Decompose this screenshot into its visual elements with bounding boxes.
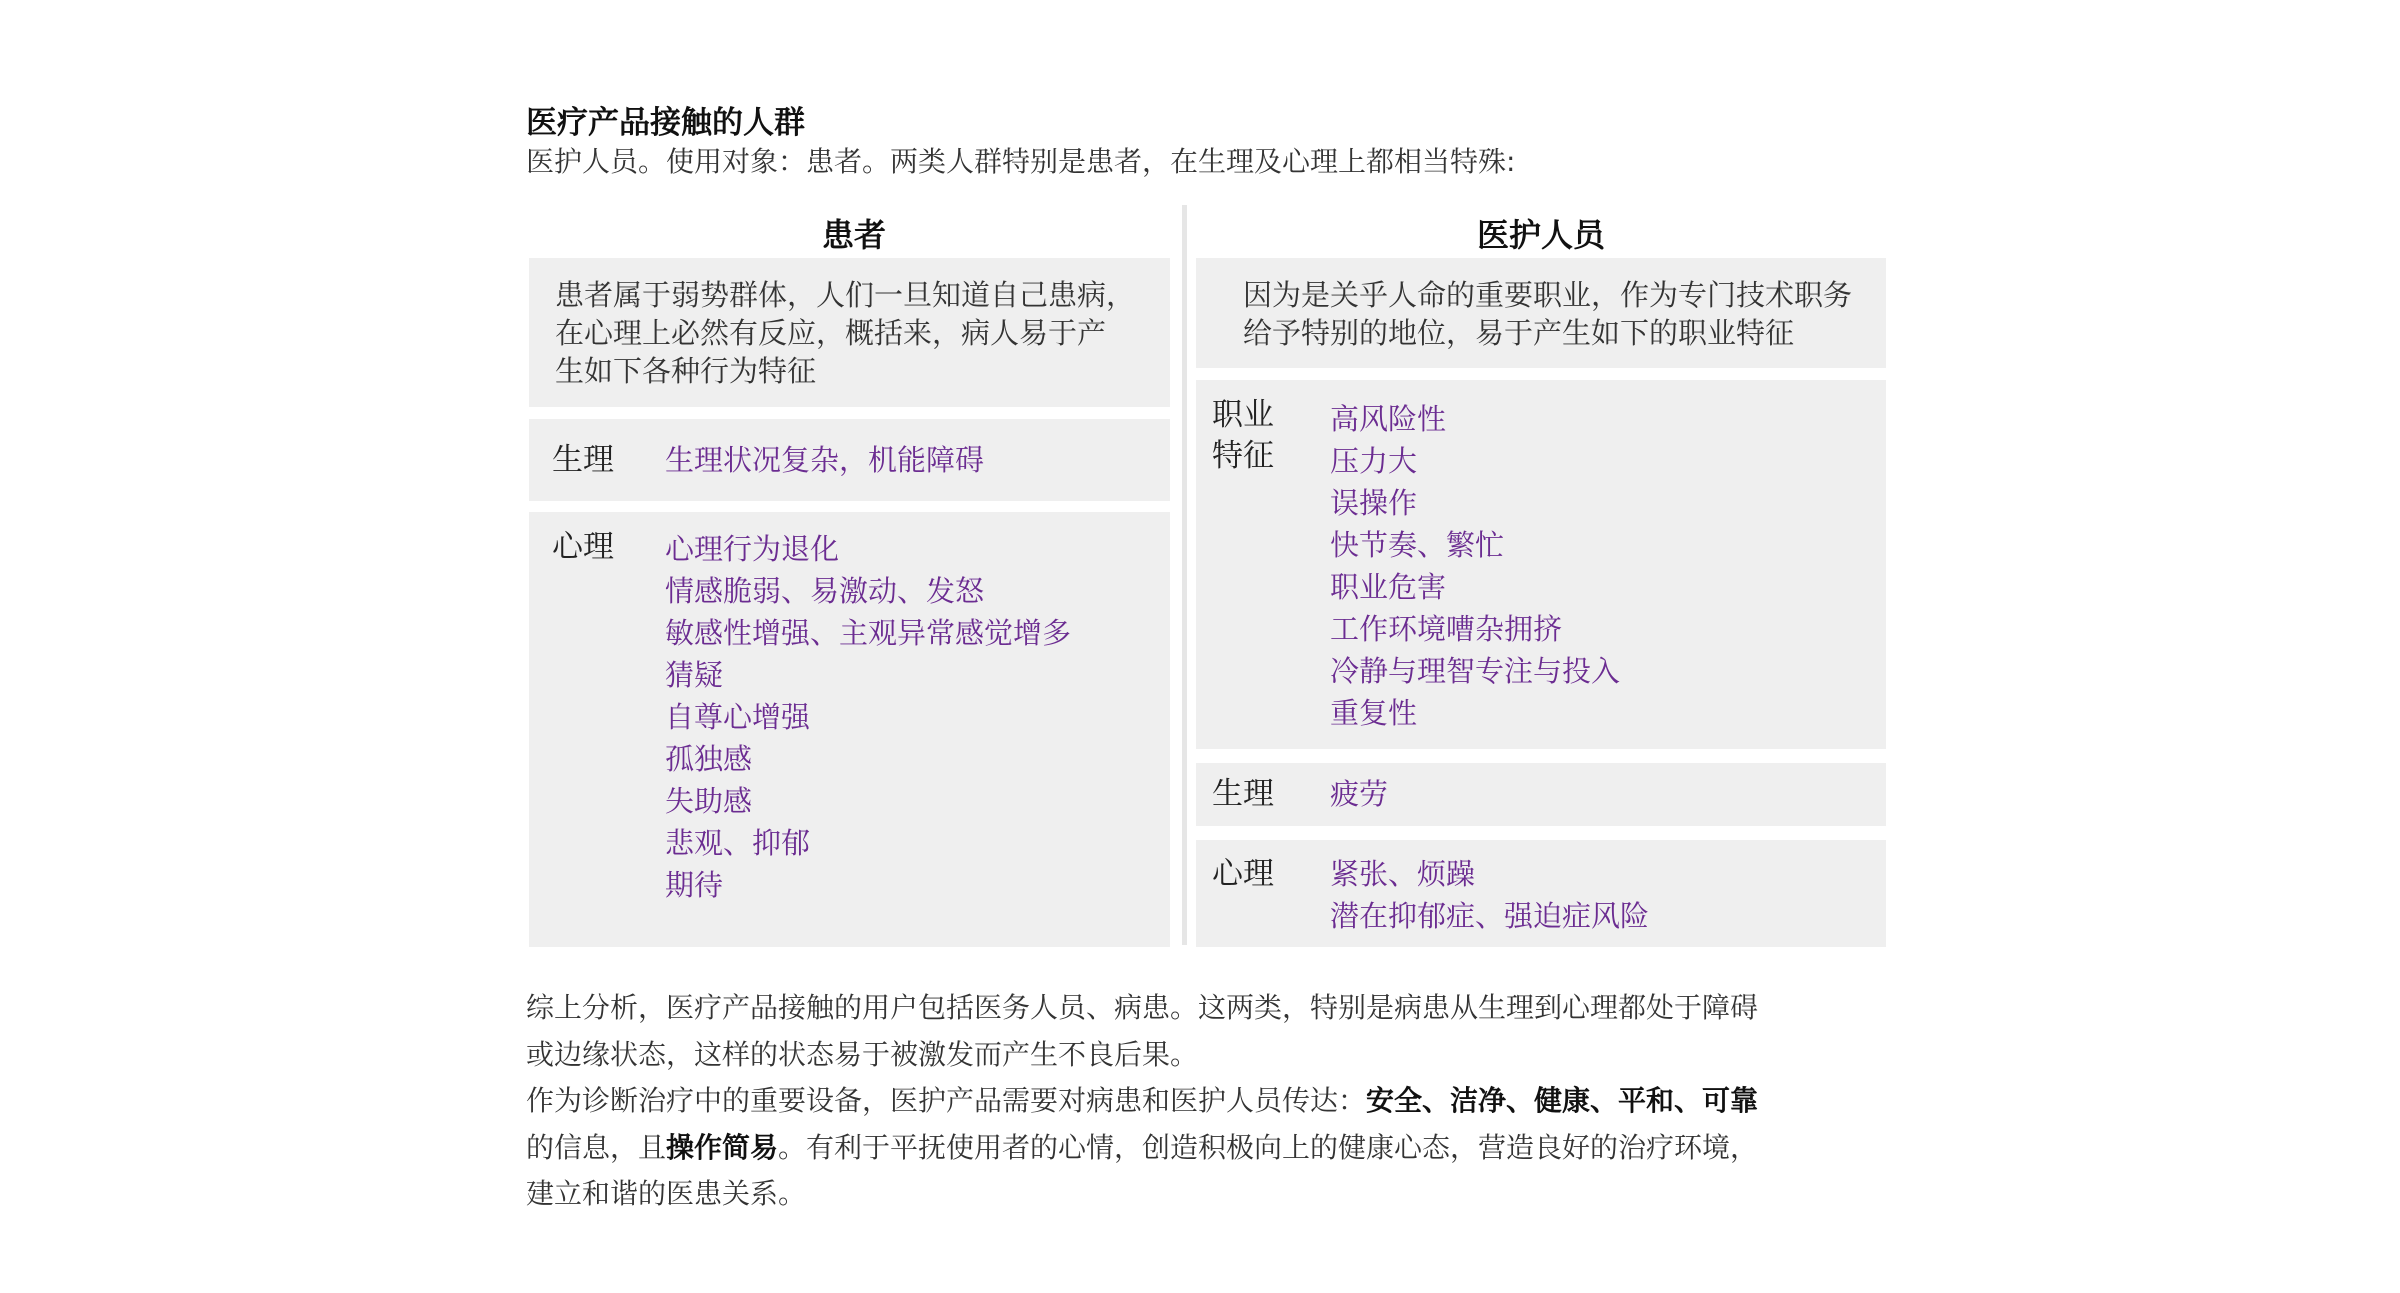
patients-physiology-items bbox=[665, 439, 984, 481]
summary-line bbox=[526, 1125, 1896, 1172]
column-divider bbox=[1182, 205, 1187, 945]
list-item: 情感脆弱、易激动、发怒 bbox=[665, 574, 985, 608]
patients-heading: 患者 bbox=[821, 216, 886, 254]
patients-intro-box bbox=[529, 258, 1170, 407]
patients-physiology-box bbox=[529, 419, 1170, 501]
staff-intro-line: 因为是关乎人命的重要职业，作为专门技术职务 bbox=[1243, 278, 1853, 312]
patients-intro-line: 生如下各种行为特征 bbox=[555, 354, 817, 388]
list-item: 心理行为退化 bbox=[665, 532, 840, 566]
staff-intro-box bbox=[1196, 258, 1886, 368]
list-item: 紧张、烦躁 bbox=[1330, 857, 1476, 891]
list-item: 孤独感 bbox=[665, 742, 753, 776]
staff-intro-line: 给予特别的地位，易于产生如下的职业特征 bbox=[1243, 316, 1795, 350]
list-item: 职业危害 bbox=[1330, 570, 1447, 604]
list-item: 悲观、抑郁 bbox=[665, 826, 811, 860]
list-item: 快节奏、繁忙 bbox=[1330, 528, 1505, 562]
patients-psychology-box bbox=[529, 512, 1170, 947]
page-subtitle: 医护人员。使用对象：患者。两类人群特别是患者，在生理及心理上都相当特殊: bbox=[526, 145, 1516, 178]
staff-heading: 医护人员 bbox=[1476, 216, 1605, 254]
staff-physiology-box bbox=[1196, 763, 1886, 826]
list-item: 失助感 bbox=[665, 784, 753, 818]
staff-physiology-items bbox=[1330, 773, 1388, 815]
list-item: 冷静与理智专注与投入 bbox=[1330, 654, 1621, 688]
summary-text: 作为诊断治疗中的重要设备，医护产品需要对病患和医护人员传达： bbox=[526, 1084, 1367, 1117]
list-item: 压力大 bbox=[1330, 444, 1418, 478]
staff-occupation-box bbox=[1196, 380, 1886, 749]
patients-intro-line: 患者属于弱势群体，人们一旦知道自己患病， bbox=[555, 278, 1136, 312]
summary-line: 综上分析，医疗产品接触的用户包括医务人员、病患。这两类，特别是病患从生理到心理都处于障碍 bbox=[526, 991, 1759, 1024]
summary-text: 。有利于平抚使用者的心情，创造积极向上的健康心态，营造良好的治疗环境， bbox=[778, 1130, 1759, 1164]
staff-occupation-items bbox=[1330, 398, 1620, 734]
staff-psychology-items bbox=[1330, 853, 1649, 937]
list-item: 疲劳 bbox=[1330, 777, 1389, 811]
list-item: 重复性 bbox=[1330, 696, 1418, 730]
patients-intro-line: 在心理上必然有反应，概括来，病人易于产 bbox=[555, 316, 1107, 350]
patients-intro bbox=[555, 276, 1135, 390]
summary-emphasis: 操作简易 bbox=[666, 1130, 779, 1164]
summary-line: 建立和谐的医患关系。 bbox=[526, 1177, 807, 1210]
list-item: 误操作 bbox=[1330, 486, 1418, 520]
staff-intro bbox=[1243, 276, 1852, 352]
staff-physiology-label: 生理 bbox=[1212, 776, 1274, 812]
staff-occupation-label bbox=[1212, 395, 1274, 477]
summary-line: 或边缘状态，这样的状态易于被激发而产生不良后果。 bbox=[526, 1037, 1199, 1071]
page-title: 医疗产品接触的人群 bbox=[526, 105, 805, 141]
staff-occupation-label-line: 特征 bbox=[1212, 438, 1274, 474]
list-item: 自尊心增强 bbox=[665, 700, 811, 734]
patients-psychology-items bbox=[665, 528, 1071, 906]
list-item: 高风险性 bbox=[1330, 402, 1447, 436]
list-item: 潜在抑郁症、强迫症风险 bbox=[1330, 899, 1650, 933]
list-item: 敏感性增强、主观异常感觉增多 bbox=[665, 616, 1072, 650]
list-item: 工作环境嘈杂拥挤 bbox=[1330, 612, 1563, 646]
staff-psychology-box bbox=[1196, 840, 1886, 947]
patients-physiology-label: 生理 bbox=[552, 442, 614, 478]
summary-line bbox=[526, 1078, 1896, 1125]
list-item: 生理状况复杂，机能障碍 bbox=[665, 443, 985, 477]
staff-psychology-label: 心理 bbox=[1212, 856, 1274, 892]
staff-occupation-label-line: 职业 bbox=[1212, 397, 1274, 433]
summary-text: 的信息，且 bbox=[526, 1130, 667, 1164]
summary-emphasis: 安全、洁净、健康、平和、可靠 bbox=[1366, 1084, 1759, 1117]
summary-paragraph bbox=[526, 985, 1896, 1218]
patients-psychology-label: 心理 bbox=[552, 529, 614, 565]
list-item: 期待 bbox=[665, 868, 724, 902]
list-item: 猜疑 bbox=[665, 658, 724, 692]
